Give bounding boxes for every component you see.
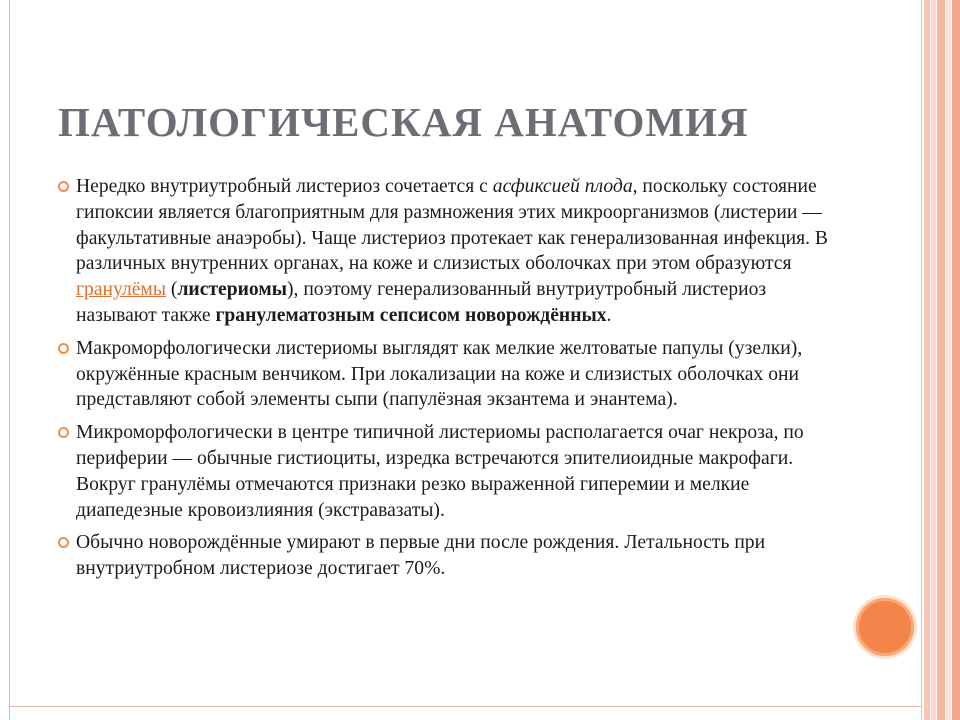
stripe <box>931 0 936 720</box>
text-segment: Нередко внутриутробный листериоз сочетается с <box>76 176 493 197</box>
stripe <box>946 0 951 720</box>
bullet-item <box>58 530 828 582</box>
bullet-text <box>76 176 828 326</box>
bold-term: гранулематозным сепсисом новорождённых <box>215 304 607 326</box>
frame-left-line <box>9 0 10 720</box>
bullet-text: Обычно новорождённые умирают в первые дни после рождения. Летальность при внутриутробном листериозе достигает 70%. <box>76 532 766 580</box>
bullet-marker-icon <box>58 181 69 192</box>
bold-term: листериомы <box>177 279 287 301</box>
bullet-marker-icon <box>58 537 69 548</box>
bullet-marker-icon <box>58 343 69 354</box>
bullet-marker-icon <box>58 427 69 438</box>
bullet-item <box>58 336 828 413</box>
frame-bottom-line <box>9 706 922 707</box>
stripe <box>924 0 930 720</box>
text-segment: . <box>606 304 612 326</box>
stripe <box>937 0 945 720</box>
text-segment: , поскольку состояние гипоксии является благоприятным для размножения этих микроорганизмов (листерии — факультативные анаэробы). Чаще листериоз протекает как генерализованная инфекция. В различных внутренних органах, на коже и слизистых оболочках при этом образуются <box>76 176 828 275</box>
bullet-item <box>58 420 828 523</box>
decorative-circle-icon <box>856 598 914 656</box>
bullet-list <box>58 174 828 589</box>
stripe <box>952 0 960 720</box>
bullet-text: Макроморфологически листериомы выглядят как мелкие желтоватые папулы (узелки), окружённые красным венчиком. При локализации на коже и слизистых оболочках они представляют собой элементы сыпи (папулёзная экзантема и энантема). <box>76 337 803 411</box>
text-segment: ), поэтому генерализованный внутриутробный листериоз называют также <box>76 279 767 326</box>
text-segment: ( <box>166 279 178 301</box>
italic-term: асфиксией плода <box>492 176 633 197</box>
granuloma-link[interactable]: гранулёмы <box>76 279 166 301</box>
frame-right-line <box>921 0 922 720</box>
decorative-stripes <box>924 0 960 720</box>
bullet-item <box>58 174 828 329</box>
slide-title: ПАТОЛОГИЧЕСКАЯ АНАТОМИЯ <box>58 99 749 145</box>
bullet-text: Микроморфологически в центре типичной листериомы располагается очаг некроза, по периферии — обычные гистиоциты, изредка встречаются эпителиоидные макрофаги. Вокруг гранулёмы отмечаются признаки резко выраженной гиперемии и мелкие диапедезные кровоизлияния (экстравазаты). <box>76 422 804 521</box>
